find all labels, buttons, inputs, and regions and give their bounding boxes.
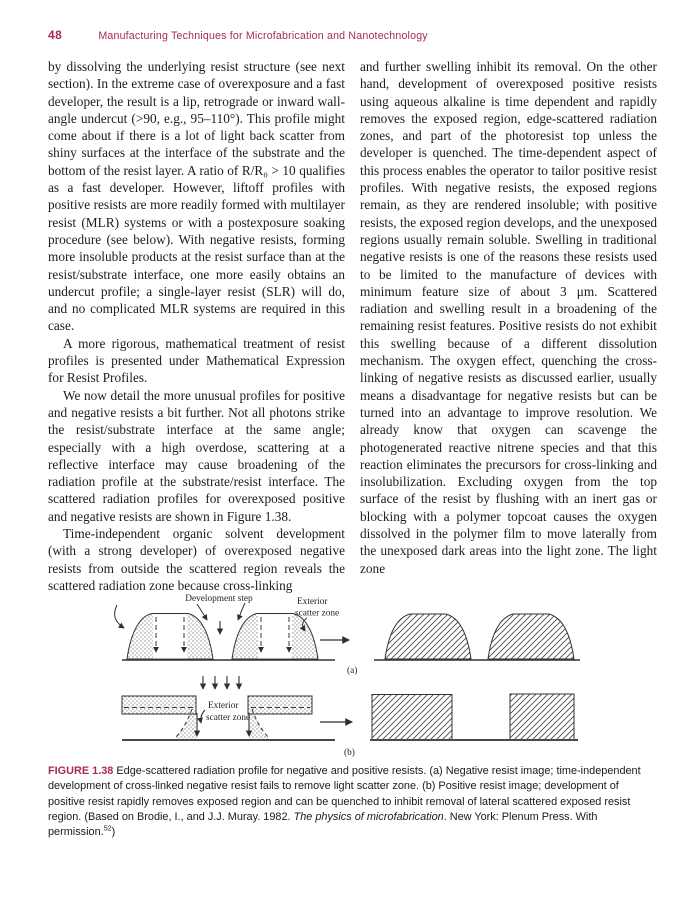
unscattered-core: [258, 615, 292, 659]
page-header: [48, 26, 657, 44]
paragraph: A more rigorous, mathematical treatment of resist profiles is presented under Mathematical Expression for Resist Profiles.: [48, 335, 345, 386]
panel-b-label: (b): [344, 748, 355, 758]
exterior-scatter-zone-label: scatter zone: [206, 713, 251, 723]
exterior-scatter-zone-label: scatter zone: [295, 608, 340, 619]
pointer-arrow: [201, 710, 205, 723]
pointer-arrow: [115, 605, 124, 628]
developed-positive-resist: [372, 695, 452, 741]
figure-caption-book-title: The physics of microfabrication: [293, 810, 444, 823]
right-column: [360, 58, 657, 594]
positive-resist-slab: [248, 696, 312, 714]
figure-caption-text: ): [111, 826, 116, 839]
panel-a-label: (a): [347, 666, 358, 676]
developed-negative-resist: [385, 614, 471, 659]
developed-positive-resist: [510, 694, 574, 740]
body-text: [48, 58, 657, 594]
development-step-label: Development step: [185, 594, 253, 604]
pointer-arrow: [197, 604, 207, 620]
figure-caption-text: . New York: Plenum Press. With permission.: [48, 810, 598, 839]
paragraph: and further swelling inhibit its removal. On the other hand, development of overexposed positive resists using aqueous alkaline is time dependent and rapidly removes the exposed region, edge-scattered radiation zones, and part of the photoresist top unless the developer is quenched. The time-dependent aspect of this process enables the operator to tailor positive resist profiles. With negative resists, the exposed regions remain, as they are rendered insoluble; with positive resists, the exposed region develops, and the unexposed regions usually remain soluble. Swelling in traditional negative resists is one of the reasons these resists used to be limited to the manufacture of devices with minimum feature size of about 3 μm. Scattered radiation and swelling result in a broadening of the remaining resist features. Positive resists do not exhibit this swelling because of a different dissolution mechanism. The oxygen effect, quenching the cross-linking of negative resists as discussed earlier, usually means a disadvantage for negative resists but can be turned into an advantage to improve resolution. We already know that oxygen can scavenge the photogenerated reactive nitrene species and that this reaction eliminates the precursors for cross-linking and insolubilization. Excluding oxygen from the top surface of the resist by flushing with an inert gas or blocking with a polymer topcoat causes the oxygen dissolved in the polymer film to move laterally from the unexposed dark areas into the light zone. The light zone: [360, 59, 657, 576]
figure-caption-text: Edge-scattered radiation profile for negative and positive resists. (a) Negative resist image; time-independent development of cross-linked negative resist fails to remove light scatter zone. (b) Positive resist image; development of positive resist rapidly removes exposed region and can be quenched to inhibit removal of lateral scattered exposed resist region. (Based on Brodie, I., and J.J. Muray. 1982.: [48, 765, 641, 823]
panel-b-before-development: [122, 676, 335, 740]
figure-caption-reference: 52: [103, 824, 112, 833]
paragraph: by dissolving the underlying resist structure (see next section). In the extreme case of overexposure and a fast developer, the result is a lip, retrograde or inward wall-angle undercut (>90, e.g., 95–110°). This profile might come about if there is a lot of light back scatter from shiny surfaces at the interface of the substrate and the bottom of the resist layer. A ratio of R/R₀ > 10 qualifies as a fast developer. However, liftoff profiles with positive resists are more readily formed with multilayer resist (MLR) systems or with a postexposure soaking procedure (see below). With negative resists, forming more insoluble products at the resist surface than at the resist/substrate interface, one more easily obtains an undercut profile; a single-layer resist (SLR) will do, and no complicated MLR systems are required in this case.: [48, 59, 345, 334]
exterior-scatter-zone-label: Exterior: [297, 597, 328, 607]
figure-1-38-diagram: [0, 585, 695, 763]
developed-negative-resist: [488, 614, 574, 659]
figure-caption: [48, 764, 652, 840]
panel-a-after-development: [374, 614, 580, 660]
page-number: 48: [48, 28, 63, 42]
figure-caption-tag: FIGURE 1.38: [48, 765, 114, 777]
positive-resist-slab: [122, 696, 196, 714]
exterior-scatter-zone-label: Exterior: [208, 701, 239, 711]
running-head-title: Manufacturing Techniques for Microfabrication and Nanotechnology: [98, 30, 428, 42]
panel-b-after-development: [370, 694, 578, 740]
pointer-arrow: [238, 603, 245, 620]
left-column: [48, 58, 345, 594]
paragraph: We now detail the more unusual profiles for positive and negative resists a bit further. Not all photons strike the resist/substrate interface at the same angle; especially with a high overdose, scattering at a reflective interface may cause broadening of the radiation profile at the substrate/resist interface. The scattered radiation profiles for overexposed positive and negative resists are shown in Figure 1.38.: [48, 387, 345, 524]
panel-a-before-development: [115, 594, 340, 660]
paragraph: Time-independent organic solvent development (with a strong developer) of overexposed negative resists from outside the scattered region reveals the scattered radiation zone because cross-linking: [48, 526, 345, 593]
unscattered-core: [153, 615, 187, 659]
